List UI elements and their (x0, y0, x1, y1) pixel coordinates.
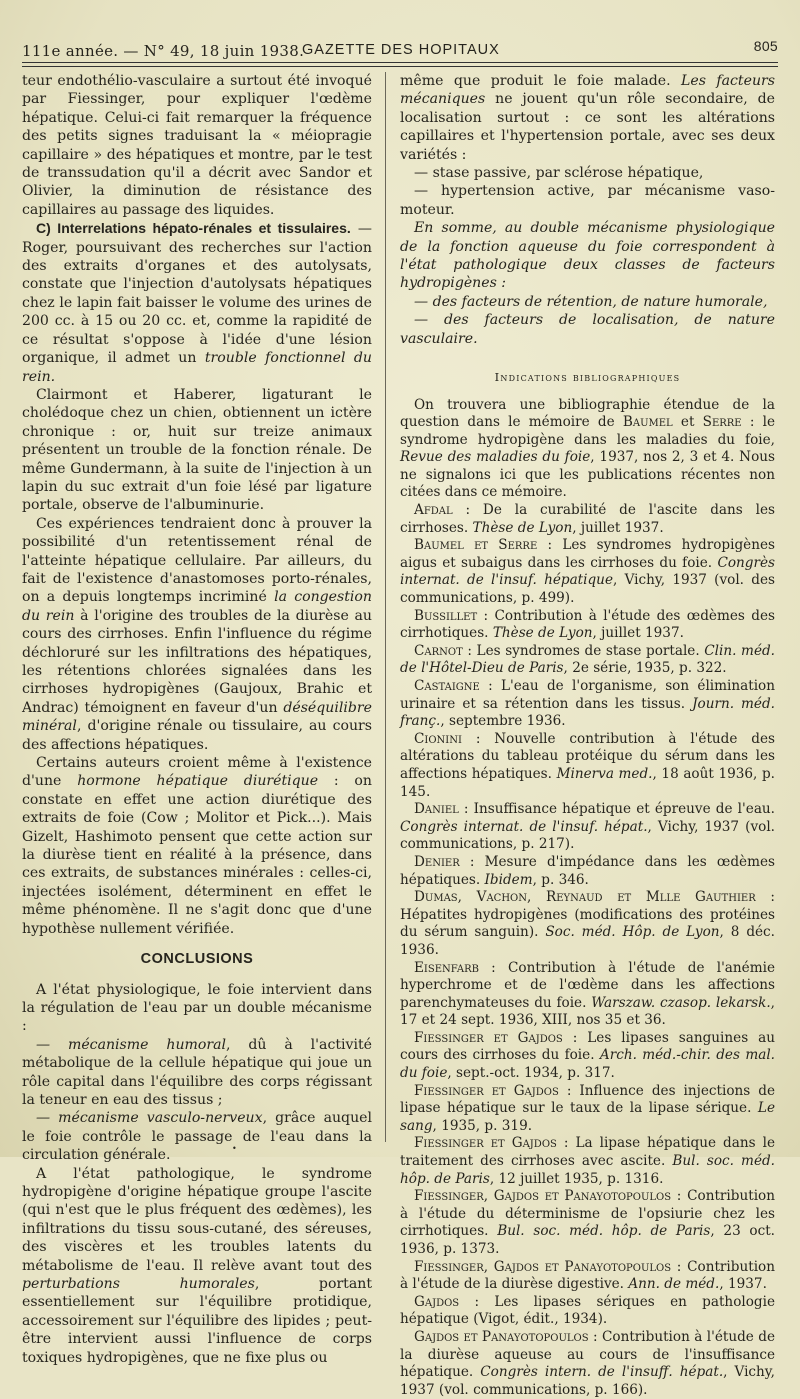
section-c-heading: C) Interrelations hépato-rénales et tissulaires. (36, 220, 351, 237)
bibliography-heading: Indications bibliographiques (494, 370, 681, 385)
bibliography-entry: Bussillet : Contribution à l'étude des œdèmes des cirrhotiques. Thèse de Lyon, juillet 1937. (400, 607, 775, 642)
bibliography-entry: Fiessinger, Gajdos et Panayotopoulos : Contribution à l'étude de la diurèse digestive. Ann. de méd., 1937. (400, 1258, 775, 1293)
bibliography-entry: Dumas, Vachon, Reynaud et Mlle Gauthier : Hépatites hydropigènes (modifications des protéines du sérum sanguin). Soc. méd. Hôp. de Lyon, 8 déc. 1936. (400, 889, 775, 958)
header-rule (22, 62, 778, 63)
bibliography-entry: Carnot : Les syndromes de stase portale. Clin. méd. de l'Hôtel-Dieu de Paris, 2e série, 1935, p. 322. (400, 642, 776, 677)
bibliography-entry: Castaigne : L'eau de l'organisme, son élimination urinaire et sa rétention dans les tissus. Journ. méd. franç., septembre 1936. (400, 678, 775, 730)
paragraph: — mécanisme humoral, dû à l'activité métabolique de la cellule hépatique qui joue un rôle capital dans l'équilibre des corps régissant la teneur en eau des tissus ; (22, 1036, 373, 1108)
bibliography-entry: Gajdos : Les lipases sériques en pathologie hépatique (Vigot, édit., 1934). (400, 1293, 775, 1328)
bibliography-entry: Cionini : Nouvelle contribution à l'étude des altérations du tableau protéique du sérum dans les affections hépatiques. Minerva med., 18 août 1936, p. 145. (400, 730, 775, 800)
bibliography-entry: Daniel : Insuffisance hépatique et épreuve de l'eau. Congrès internat. de l'insuf. hépat., Vichy, 1937 (vol. communications, p. 217). (400, 801, 775, 853)
paragraph: même que produit le foie malade. Les facteurs mécaniques ne jouent qu'un rôle secondaire, de localisation surtout : ce sont les altérations capillaires et l'hypertension portale, avec ses deux variétés : (400, 73, 775, 163)
list-item: — des facteurs de localisation, de nature vasculaire. (400, 312, 775, 347)
journal-title: GAZETTE DES HOPITAUX (302, 42, 500, 58)
page-number: 805 (753, 38, 778, 54)
paragraph: A l'état physiologique, le foie intervient dans la régulation de l'eau par un double mécanisme : (22, 981, 372, 1035)
bibliography-entry: Fiessinger, Gajdos et Panayotopoulos : Contribution à l'étude du déterminisme de l'opsiurie chez les cirrhotiques. Bul. soc. méd. hôp. de Paris, 23 oct. 1936, p. 1373. (400, 1188, 776, 1257)
bibliography-intro: On trouvera une bibliographie étendue de la question dans le mémoire de Baumel et Serre : le syndrome hydropigène dans les maladies du foie, Revue des maladies du foie, 1937, nos 2, 3 et 4. Nous ne signalons ici que les publications récentes non citées dans ce mémoire. (400, 396, 775, 501)
list-item: — hypertension active, par mécanisme vaso-moteur. (400, 183, 775, 218)
header-rule-thin (22, 66, 778, 67)
left-column (22, 72, 372, 1367)
conclusions-heading: CONCLUSIONS (140, 951, 254, 968)
issue-info: 111e année. — N° 49, 18 juin 1938. (22, 42, 305, 60)
bibliography-list (400, 502, 775, 1399)
bibliography-entry: Denier : Mesure d'impédance dans les œdèmes hépatiques. Ibidem, p. 346. (400, 853, 775, 888)
list-item: — stase passive, par sclérose hépatique, (414, 165, 704, 182)
list-item: — des facteurs de rétention, de nature humorale, (414, 293, 768, 310)
paragraph: — mécanisme vasculo-nerveux, grâce auquel le foie contrôle le passage de l'eau dans la circulation générale. (22, 1110, 372, 1164)
section-c-paragraph: C) Interrelations hépato-rénales et tissulaires. — Roger, poursuivant des recherches sur l'action des extraits d'organes et des autolysats, constate que l'injection d'autolysats hépatiques chez le lapin fait baisser le volume des urines de 200 cc. à 15 ou 20 cc. et, comme la rapidité de ce résultat s'oppose à l'idée d'une lésion organique, il admet un trouble fonctionnel du rein. (22, 220, 372, 385)
bibliography-entry: Afdal : De la curabilité de l'ascite dans les cirrhoses. Thèse de Lyon, juillet 1937. (400, 502, 775, 536)
paragraph: A l'état pathologique, le syndrome hydropigène d'origine hépatique groupe l'ascite (qui n'est que le plus fréquent des œdèmes), les infiltrations du tissu sous-cutané, des séreuses, des viscères et les troubles latents du métabolisme de l'eau. Il relève avant tout des perturbations humorales, portant essentiellement sur l'équilibre protidique, accessoirement sur l'équilibre des lipides ; peut-être intervient aussi l'influence de corps toxiques hydropigènes, que ne fixe plus ou (22, 1165, 372, 1366)
bibliography-entry: Fiessinger et Gajdos : La lipase hépatique dans le traitement des cirrhoses avec ascite. Bul. soc. méd. hôp. de Paris, 12 juillet 1935, p. 1316. (400, 1135, 776, 1187)
page-mark: • (232, 1144, 237, 1153)
bibliography-entry: Gajdos et Panayotopoulos : Contribution à l'étude de la diurèse aqueuse au cours de l'insuffisance hépatique. Congrès intern. de l'insuff. hépat., Vichy, 1937 (vol. communications, p. 166). (400, 1328, 775, 1398)
bibliography-entry: Baumel et Serre : Les syndromes hydropigènes aigus et subaigus dans les cirrhoses du foie. Congrès internat. de l'insuf. hépatique, Vichy, 1937 (vol. des communications, p. 499). (400, 537, 775, 607)
paragraph: teur endothélio-vasculaire a surtout été invoqué par Fiessinger, pour expliquer l'œdème hépatique. Celui-ci fait remarquer la fréquence des petits signes traduisant la « méiopragie capillaire » des hépatiques et montre, par le test de transsudation qu'il a décrit avec Sandor et Olivier, la diminution de résistance des capillaires au passage des liquides. (22, 73, 372, 218)
bibliography-entry: Fiessinger et Gajdos : Les lipases sanguines au cours des cirrhoses du foie. Arch. méd.-chir. des mal. du foie, sept.-oct. 1934, p. 317. (400, 1029, 775, 1082)
paragraph: Clairmont et Haberer, ligaturant le cholédoque chez un chien, obtiennent un ictère chronique : or, huit sur treize animaux présentent un trouble de la fonction rénale. De même Gundermann, à la suite de l'injection à un lapin du suc extrait d'un foie lésé par ligature portale, observe de l'albuminurie. (22, 386, 372, 514)
bibliography-entry: Eisenfarb : Contribution à l'étude de l'anémie hyperchrome et de l'œdème dans les affections parenchymateuses du foie. Warszaw. czasop. lekarsk., 17 et 24 sept. 1936, XIII, nos 35 et 36. (400, 959, 775, 1029)
paragraph: En somme, au double mécanisme physiologique de la fonction aqueuse du foie correspondent à l'état pathologique deux classes de facteurs hydropigènes : (400, 220, 775, 292)
paragraph: Certains auteurs croient même à l'existence d'une hormone hépatique diurétique : on constate en effet une action diurétique des extraits de foie (Cow ; Molitor et Pick...). Mais Gizelt, Hashimoto pensent que cette action sur la diurèse tient en réalité à la présence, dans ces extraits, de substances minérales : celles-ci, injectées isolément, déterminent en effet le même phénomène. Il ne s'agit donc que d'une hypothèse nullement vérifiée. (22, 755, 372, 937)
bibliography-entry: Fiessinger et Gajdos : Influence des injections de lipase hépatique sur le taux de la lipase sérique. Le sang, 1935, p. 319. (400, 1082, 776, 1134)
paragraph: Ces expériences tendraient donc à prouver la possibilité d'un retentissement rénal de l'atteinte hépatique cellulaire. Par ailleurs, du fait de l'existence d'anastomoses porto-rénales, on a depuis longtemps incriminé la congestion du rein à l'origine des troubles de la diurèse au cours des cirrhoses. Enfin l'influence du régime déchloruré sur les infiltrations des hépatiques, les rétentions chlorées signalées dans les cirrhoses hydropigènes (Gaujoux, Brahic et Andrac) témoignent en faveur d'un déséquilibre minéral, d'origine rénale ou tissulaire, au cours des affections hépatiques. (22, 515, 372, 753)
column-divider (385, 72, 386, 1142)
right-column (400, 72, 775, 1399)
